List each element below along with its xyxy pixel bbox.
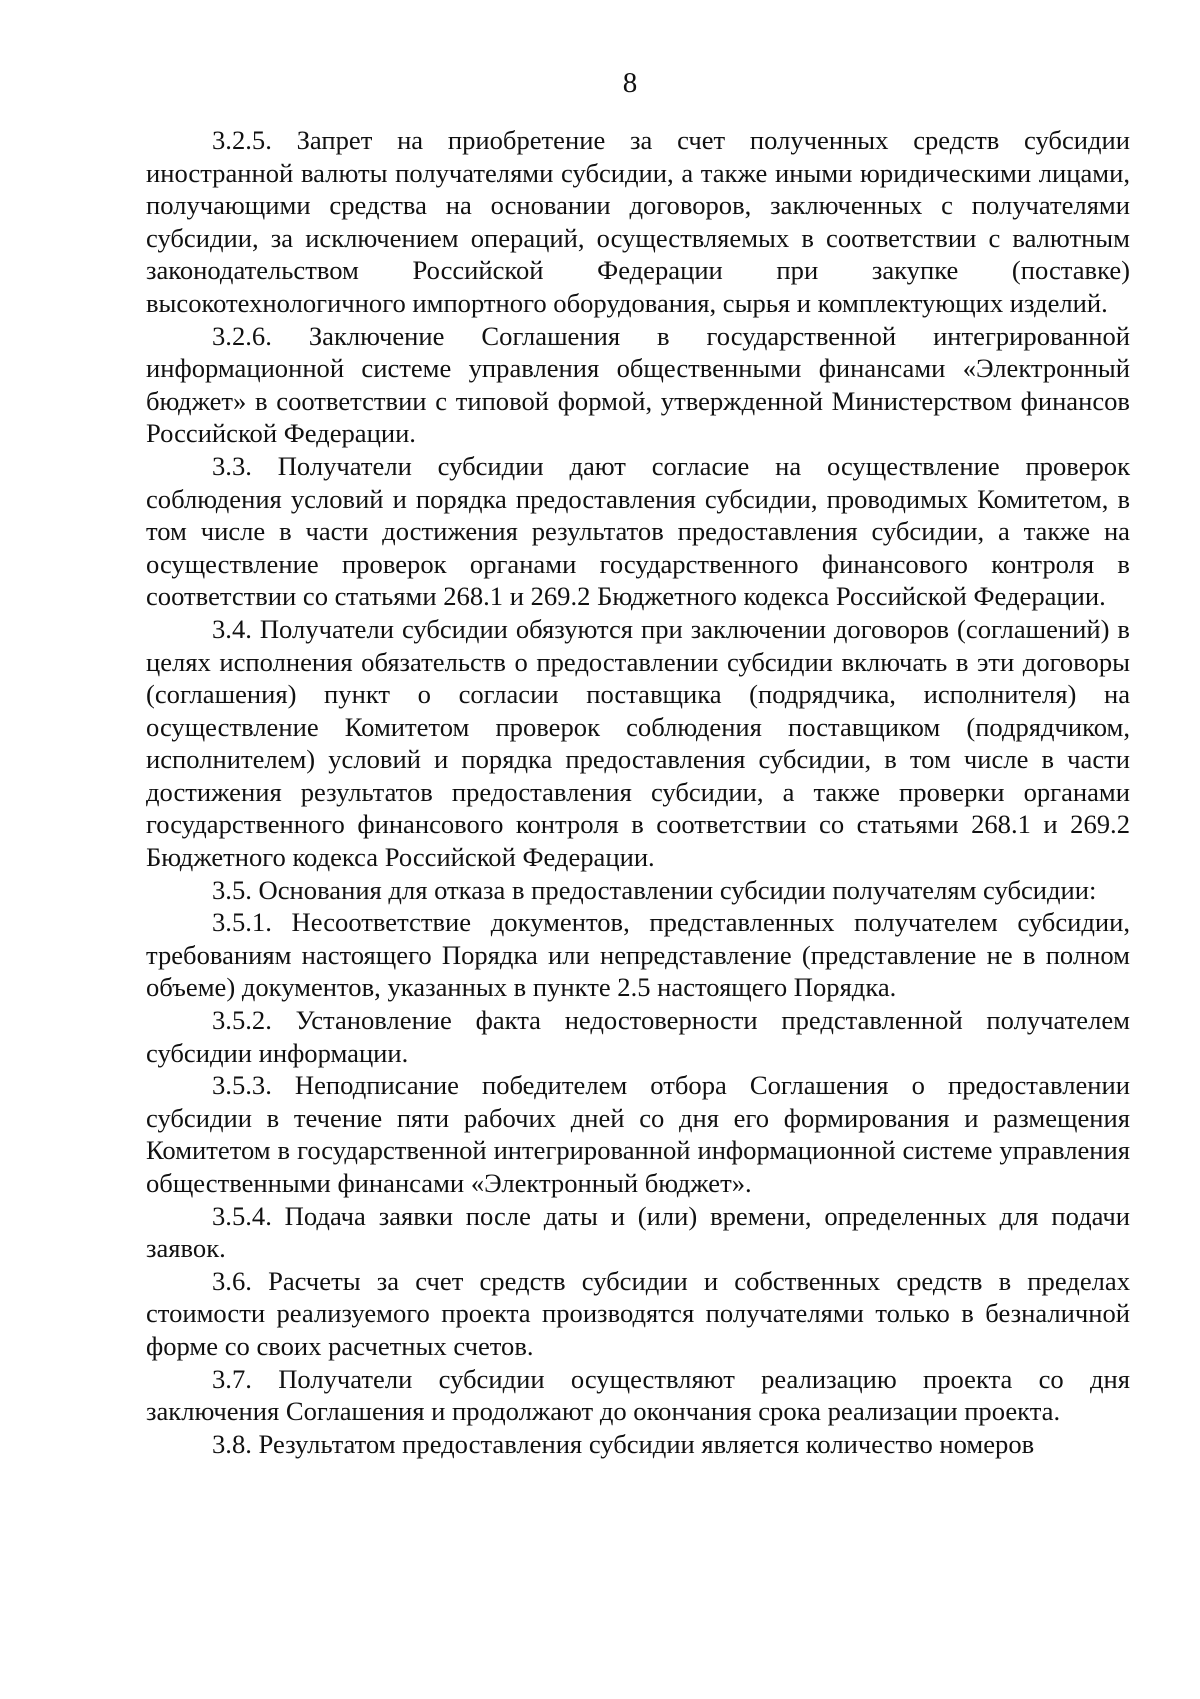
paragraph-3-5-1: 3.5.1. Несоответствие документов, представленных получателем субсидии, требованиям настоящего Порядка или непредставление (представление не в полном объеме) документов, указанных в пункте 2.5 настоящего Порядка. (146, 907, 1130, 1003)
paragraph-3-2-6: 3.2.6. Заключение Соглашения в государственной интегрированной информационной системе управления общественными финансами «Электронный бюджет» в соответствии с типовой формой, утвержденной Министерством финансов Российской Федерации. (146, 320, 1130, 449)
paragraph-3-7: 3.7. Получатели субсидии осуществляют реализацию проекта со дня заключения Соглашения и продолжают до окончания срока реализации проекта. (146, 1363, 1130, 1427)
paragraph-3-8: 3.8. Результатом предоставления субсидии является количество номеров (212, 1428, 1035, 1459)
paragraph-3-5-3: 3.5.3. Неподписание победителем отбора Соглашения о предоставлении субсидии в течение пяти рабочих дней со дня его формирования и размещения Комитетом в государственной интегрированной информационной системе управления общественными финансами «Электронный бюджет». (146, 1070, 1130, 1198)
paragraph-3-5-4: 3.5.4. Подача заявки после даты и (или) времени, определенных для подачи заявок. (146, 1200, 1130, 1264)
paragraph-3-6: 3.6. Расчеты за счет средств субсидии и собственных средств в пределах стоимости реализуемого проекта производятся получателями только в безналичной форме со своих расчетных счетов. (146, 1265, 1130, 1361)
paragraph-3-5: 3.5. Основания для отказа в предоставлении субсидии получателям субсидии: (212, 874, 1097, 905)
paragraph-3-2-5: 3.2.5. Запрет на приобретение за счет полученных средств субсидии иностранной валюты получателями субсидии, а также иными юридическими лицами, получающими средства на основании договоров, заключенных с получателями субсидии, за исключением операций, осуществляемых в соответствии с валютным законодательством Российской Федерации при закупке (поставке) высокотехнологичного импортного оборудования, сырья и комплектующих изделий. (146, 125, 1130, 318)
paragraph-3-4: 3.4. Получатели субсидии обязуются при заключении договоров (соглашений) в целях исполнения обязательств о предоставлении субсидии включать в эти договоры (соглашения) пункт о согласии поставщика (подрядчика, исполнителя) на осуществление Комитетом проверок соблюдения поставщиком (подрядчиком, исполнителем) условий и порядка предоставления субсидии, в том числе в части достижения результатов предоставления субсидии, а также проверки органами государственного финансового контроля в соответствии со статьями 268.1 и 269.2 Бюджетного кодекса Российской Федерации. (146, 613, 1130, 873)
paragraph-3-5-2: 3.5.2. Установление факта недостоверности представленной получателем субсидии информации. (146, 1005, 1130, 1068)
paragraph-3-3: 3.3. Получатели субсидии дают согласие на осуществление проверок соблюдения условий и порядка предоставления субсидии, проводимых Комитетом, в том числе в части достижения результатов предоставления субсидии, а также на осуществление проверок органами государственного финансового контроля в соответствии со статьями 268.1 и 269.2 Бюджетного кодекса Российской Федерации. (146, 450, 1130, 612)
page-number: 8 (622, 67, 638, 99)
document-body (146, 124, 1130, 1460)
